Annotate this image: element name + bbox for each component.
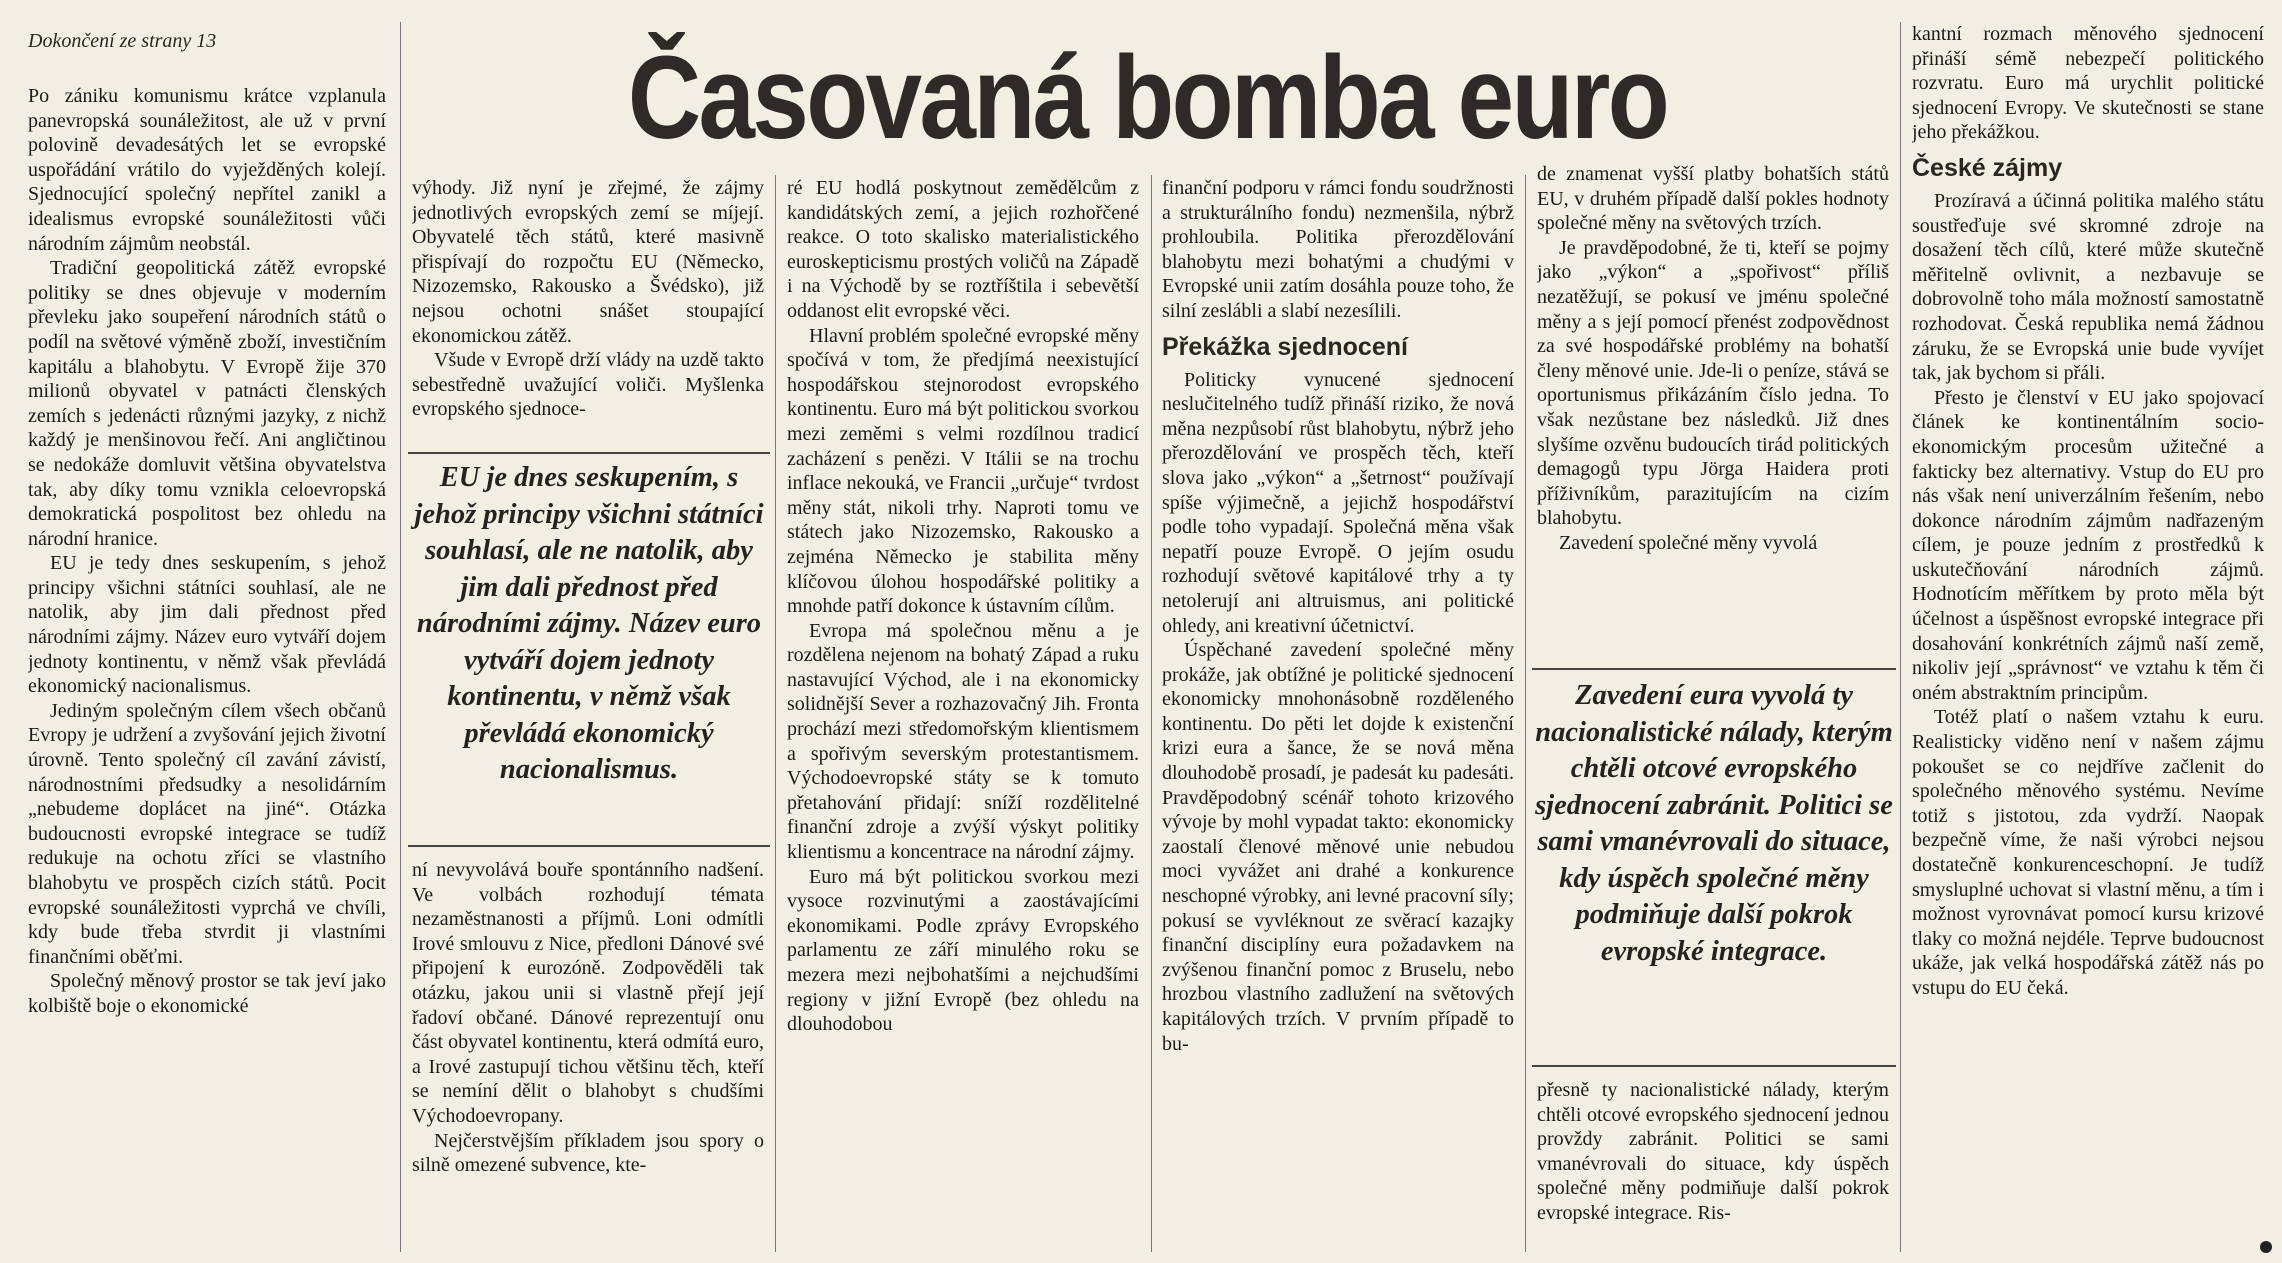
paragraph: Totéž platí o našem vztahu k euru. Realisticky viděno není v našem zájmu pokoušet se co nejdříve začlenit do společného měnového systému. Nevíme totiž s jistotou, zda vydrží. Naopak bezpečně víme, že naši výrobci nejsou dostatečně konkurenceschopní. Je tudíž smysluplné uchovat si vlastní měnu, a tím i možnost vyrovnávat pomocí kursu krizové tlaky co možná nejdéle. Teprve budoucnost ukáže, jak velká hospodářská zátěž nás po vstupu do EU čeká.	[1912, 706, 2264, 999]
pull-quote-rule-top	[1532, 668, 1896, 670]
column-rule	[1525, 175, 1526, 1252]
paragraph: Evropa má společnou měnu a je rozdělena nejenom na bohatý Západ a ruku nastavující Východ, ale i na ekonomicky solidnější Sever a rozhazovačný Jih. Fronta prochází mezi středomořským klientismem a spořivým severským protestantismem. Východoevropské státy se k tomuto přetahování přidají: sníží rozdělitelné finanční zdroje a zvýší výskyt politiky klientismu a koncentrace na národní zájmy.	[787, 619, 1139, 864]
paragraph: Společný měnový prostor se tak jeví jako kolbiště boje o ekonomické	[28, 970, 386, 1017]
pull-quote-rule-bottom	[408, 845, 770, 847]
headline: Časovaná bomba euro	[627, 32, 1668, 164]
paragraph: ní nevyvolává bouře spontánního nadšení. Ve volbách rozhodují témata nezaměstnanosti a příjmů. Loni odmítli Irové smlouvu z Nice, předloni Dánové své připojení k eurozóně. Zodpověděli tak otázku, jakou unii si vlastně přejí její řadoví občané. Dánové reprezentují onu část obyvatel kontinentu, která odmítá euro, a Irové zastupují tichou většinu těch, kteří se nemíní dělit o blahobyt s chudšími Východoevropany.	[412, 859, 764, 1127]
section-heading: Překážka sjednocení	[1162, 332, 1408, 361]
paragraph: Hlavní problém společné evropské měny spočívá v tom, že předjímá neexistující hospodářskou stejnorodost evropského kontinentu. Euro má být politickou svorkou mezi zeměmi s velmi rozdílnou tradicí zacházení s penězi. V Itálii se na trochu inflace nekouká, ve Francii „určuje“ tvrdost měny stát, nikoli trhy. Naproti tomu ve státech jako Nizozemsko, Rakousko a zejména Německo je stabilita měny klíčovou úlohou hospodářské politiky a mnohde patří dokonce k ústavním cílům.	[787, 324, 1139, 618]
paragraph: Euro má být politickou svorkou mezi vysoce rozvinutými a zaostávajícími ekonomikami. Podle zprávy Evropského parlamentu ze září minulého roku se mezera mezi nejbohatšími a nejchudšími regiony v jižní Evropě (bez ohledu na dlouhodobou	[787, 865, 1139, 1036]
article-column-5-bottom	[1537, 1078, 1889, 1258]
section-heading: České zájmy	[1912, 153, 2063, 182]
paragraph: Tradiční geopolitická zátěž evropské politiky se dnes objevuje v moderním převleku jako soupeření národních států o podíl na světové výměně zboží, investičním kapitálu a blahobytu. V Evropě žije 370 milionů obyvatel v patnácti členských zemích s jedenácti různými jazyky, z nichž každý je menšinovou řečí. Ani angličtinou se nedokáže domluvit většina obyvatelstva tak, aby díky tomu vznikla celoevropská demokratická pospolitost bez ohledu na národní hranice.	[28, 257, 386, 550]
article-column-2-top	[412, 176, 764, 438]
article-column-6	[1912, 22, 2264, 1247]
paragraph: Je pravděpodobné, že ti, kteří se pojmy jako „výkon“ a „spořivost“ příliš nezatěžují, se pokusí ve jménu společné měny a s její pomocí přenést zodpovědnost za své hospodářské problémy na bohatší členy měnové unie. Jde-li o peníze, stává se oportunismus přikázáním číslo jedna. To však nezůstane bez následků. Již dnes slyšíme ozvěnu budoucích tirád politických demagogů typu Jörga Haidera proti příživníkům, parazitujícím na cizím blahobytu.	[1537, 236, 1889, 530]
column-rule	[1151, 175, 1152, 1252]
paragraph: de znamenat vyšší platby bohatších států EU, v druhém případě další pokles hodnoty společné měny na světových trzích.	[1537, 163, 1889, 235]
paragraph: Nejčerstvějším příkladem jsou spory o silně omezené subvence, kte-	[412, 1129, 764, 1177]
paragraph: Všude v Evropě drží vlády na uzdě takto sebestředně uvažující voliči. Myšlenka evropského sjednoce-	[412, 349, 764, 421]
column-rule	[1900, 22, 1901, 1252]
article-column-5-top	[1537, 162, 1889, 658]
pull-quote-rule-top	[408, 452, 770, 454]
pull-quote-1: EU je dnes seskupením, s jehož principy všichni státníci souhlasí, ale ne natolik, aby jim dali přednost před národními zájmy. Název euro vytváří dojem jednoty kontinentu, v němž však převládá ekonomický nacionalismus.	[414, 462, 764, 785]
paragraph: kantní rozmach měnového sjednocení přináší sémě nebezpečí politického rozvratu. Euro má urychlit politické sjednocení Evropy. Ve skutečnosti se stane jeho překážkou.	[1912, 23, 2264, 144]
paragraph: přesně ty nacionalistické nálady, kterým chtěli otcové evropského sjednocení jednou provždy zabránit. Politici se sami vmanévrovali do situace, kdy úspěch společné měny podmiňuje další pokrok evropské integrace. Ris-	[1537, 1079, 1889, 1224]
paragraph: Jediným společným cílem všech občanů Evropy je udržení a zvyšování jejich životní úrovně. Tento společný cíl zavání závistí, národnostními předsudky a nesolidárním „nebudeme doplácet na jiné“. Otázka budoucnosti evropské integrace se tudíž redukuje na ochotu zříci se vlastního blahobytu ve prospěch cizích států. Pocit evropské sounáležitosti vyprchá ve chvíli, kdy bude třeba stvrdit ji vlastními finančními oběťmi.	[28, 699, 386, 968]
paragraph: Po zániku komunismu krátce vzplanula panevropská sounáležitost, ale už v první polovině devadesátých let se evropské uspořádání vrátilo do vyježděných kolejí. Sjednocující společný nepřítel zanikl a idealismus evropské sounáležitosti vůči národním zájmům neobstál.	[28, 85, 386, 255]
pull-quote-2: Zavedení eura vyvolá ty nacionalistické nálady, kterým chtěli otcové evropského sjednocení zabránit. Politici se sami vmanévrovali do situace, kdy úspěch společné měny podmiňuje další pokrok evropské integrace.	[1535, 680, 1893, 967]
paragraph: finanční podporu v rámci fondu soudržnosti a strukturálního fondu) nezmenšila, nýbrž prohloubila. Politika přerozdělování blahobytu mezi bohatými a chudými v Evropské unii zatím dosáhla pouze toho, že silní zeslábli a slabí nezesílili.	[1162, 177, 1514, 322]
paragraph: Zavedení společné měny vyvolá	[1559, 531, 1818, 554]
paragraph: Prozíravá a účinná politika malého státu soustřeďuje své skromné zdroje na dosažení těch cílů, které může skutečně měřitelně ovlivnit, a nezbavuje se dobrovolně toho mála možností samostatně rozhodovat. Česká republika nemá žádnou záruku, že se Evropská unie bude vyvíjet tak, jak bychom si přáli.	[1912, 189, 2264, 385]
end-mark-icon	[2260, 1241, 2272, 1253]
paragraph: EU je tedy dnes seskupením, s jehož principy všichni státníci souhlasí, ale ne natolik, aby jim dali přednost před národními zájmy. Název euro vytváří dojem jednoty kontinentu, v němž však převládá ekonomický nacionalismus.	[28, 552, 386, 698]
column-rule	[400, 22, 401, 1252]
article-column-2-bottom	[412, 858, 764, 1260]
pull-quote-rule-bottom	[1532, 1065, 1896, 1067]
article-column-4	[1162, 176, 1514, 1260]
paragraph: výhody. Již nyní je zřejmé, že zájmy jednotlivých evropských zemí se míjejí. Obyvatelé těch států, které masivně přispívají do rozpočtu EU (Německo, Nizozemsko, Rakousko a Švédsko), již nejsou ochotni snášet stoupající ekonomickou zátěž.	[412, 177, 764, 347]
continued-from-label: Dokončení ze strany 13	[28, 30, 217, 52]
paragraph: Úspěchané zavedení společné měny prokáže, jak obtížné je politické sjednocení ekonomicky mnohonásobně rozděleného kontinentu. Do pěti let dojde k existenční krizi eura a šance, že se nová měna dlouhodobě prosadí, je padesát ku padesáti. Pravděpodobný scénář tohoto krizového vývoje by mohl vypadat takto: ekonomicky zaostalí členové měnové unie nebudou moci vyvážet ani drahé a konkurence neschopné výrobky, ani levné pracovní síly; pokusí se vyvléknout ze svěrací kazajky finanční disciplíny eura požadavkem na zvýšenou finanční pomoc z Bruselu, nebo hrozbou vlastního zadlužení na světových kapitálových trzích. V prvním případě to bu-	[1162, 639, 1514, 1055]
paragraph: ré EU hodlá poskytnout zemědělcům z kandidátských zemí, a jejich rozhořčené reakce. O toto skalisko materialistického euroskepticismu prostých voličů na Západě i na Východě by se roztříštila i sebevětší oddanost elit evropské věci.	[787, 177, 1139, 322]
article-column-3	[787, 176, 1139, 1260]
paragraph: Politicky vynucené sjednocení neslučitelného tudíž přináší riziko, že nová měna nezpůsobí růst blahobytu, nýbrž jeho přerozdělování ve prospěch těch, kteří slova jako „výkon“ a „šetrnost“ používají spíše výjimečně, a jejichž hospodářství podle toho vypadají. Společná měna však nepatří pouze Evropě. O jejím osudu rozhodují světové kapitálové trhy a ty netolerují ani altruismus, ani politické ohledy, ani kreativní účetnictví.	[1162, 368, 1514, 637]
paragraph: Přesto je členství v EU jako spojovací článek ke kontinentálním socio-ekonomickým procesům užitečné a fakticky bez alternativy. Vstup do EU pro nás však není univerzálním řešením, nebo dokonce národním zájmům nadřazeným cílem, je pouze jedním z prostředků k uskutečňování národních zájmů. Hodnotícím měřítkem by proto měla být účelnost a úspěšnost evropské integrace při dosahování konkrétních zájmů naší země, nikoliv její „správnost“ ve vztahu k těm či oném abstraktním principům.	[1912, 386, 2264, 704]
article-column-1	[28, 84, 386, 1259]
column-rule	[775, 175, 776, 1252]
